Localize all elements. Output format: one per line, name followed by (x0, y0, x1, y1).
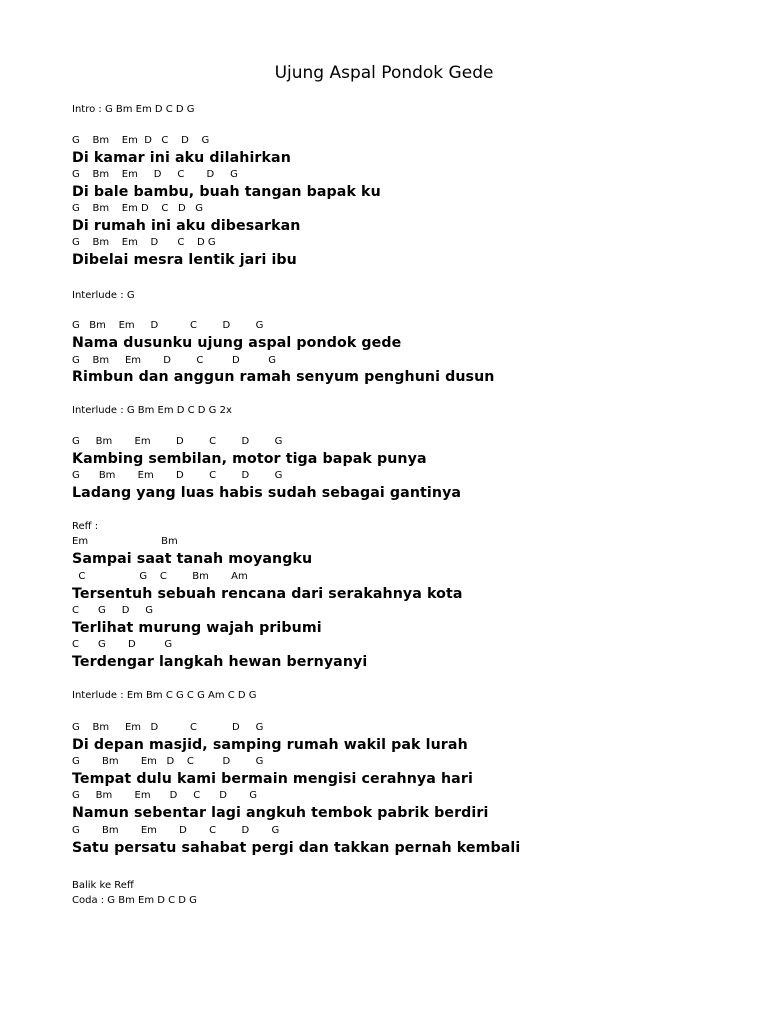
lyric-line: Terlihat murung wajah pribumi (72, 620, 322, 636)
song-title: Ujung Aspal Pondok Gede (274, 63, 494, 83)
chord-line: G Bm Em D C D G (72, 355, 277, 366)
chord-line: G Bm Em D C D G (72, 722, 264, 733)
chord-line: Interlude : G (72, 290, 135, 301)
lyric-line: Tempat dulu kami bermain mengisi cerahnya hari (72, 771, 473, 787)
chord-line: G Bm Em D C D G (72, 790, 257, 801)
chord-line: G Bm Em D C D G (72, 436, 283, 447)
lyric-line: Sampai saat tanah moyangku (72, 551, 313, 567)
chord-line: Interlude : G Bm Em D C D G 2x (72, 405, 232, 416)
lyric-line: Ladang yang luas habis sudah sebagai gantinya (72, 485, 462, 501)
chord-line: G Bm Em D C D G (72, 470, 283, 481)
lyric-line: Di kamar ini aku dilahirkan (72, 150, 291, 166)
lyric-line: Namun sebentar lagi angkuh tembok pabrik berdiri (72, 805, 489, 821)
chord-line: G Bm Em D C D G (72, 320, 264, 331)
chord-line: G Bm Em D C D G (72, 169, 238, 180)
chord-line: Interlude : Em Bm C G C G Am C D G (72, 690, 257, 701)
lyric-line: Di depan masjid, samping rumah wakil pak lurah (72, 737, 468, 753)
chord-line: Coda : G Bm Em D C D G (72, 895, 197, 906)
lyric-line: Dibelai mesra lentik jari ibu (72, 252, 297, 268)
chord-line: Intro : G Bm Em D C D G (72, 104, 195, 115)
chord-line: G Bm Em D C D G (72, 825, 280, 836)
lyric-line: Rimbun dan anggun ramah senyum penghuni dusun (72, 369, 495, 385)
chord-line: G Bm Em D C D G (72, 237, 216, 248)
lyric-line: Satu persatu sahabat pergi dan takkan pernah kembali (72, 840, 521, 856)
chord-line: G Bm Em D C D G (72, 756, 264, 767)
lyric-line: Di bale bambu, buah tangan bapak ku (72, 184, 381, 200)
chord-line: Em Bm (72, 536, 178, 547)
lyric-line: Kambing sembilan, motor tiga bapak punya (72, 451, 427, 467)
lyric-line: Di rumah ini aku dibesarkan (72, 218, 301, 234)
lyric-line: Nama dusunku ujung aspal pondok gede (72, 335, 402, 351)
chord-line: Balik ke Reff (72, 880, 134, 891)
chord-line: C G D G (72, 605, 154, 616)
chord-line: G Bm Em D C D G (72, 203, 203, 214)
chord-line: Reff : (72, 521, 99, 532)
lyric-line: Terdengar langkah hewan bernyanyi (72, 654, 368, 670)
chord-line: C G D G (72, 639, 173, 650)
chord-line: G Bm Em D C D G (72, 135, 210, 146)
chord-line: C G C Bm Am (72, 571, 248, 582)
lyric-line: Tersentuh sebuah rencana dari serakahnya kota (72, 586, 463, 602)
